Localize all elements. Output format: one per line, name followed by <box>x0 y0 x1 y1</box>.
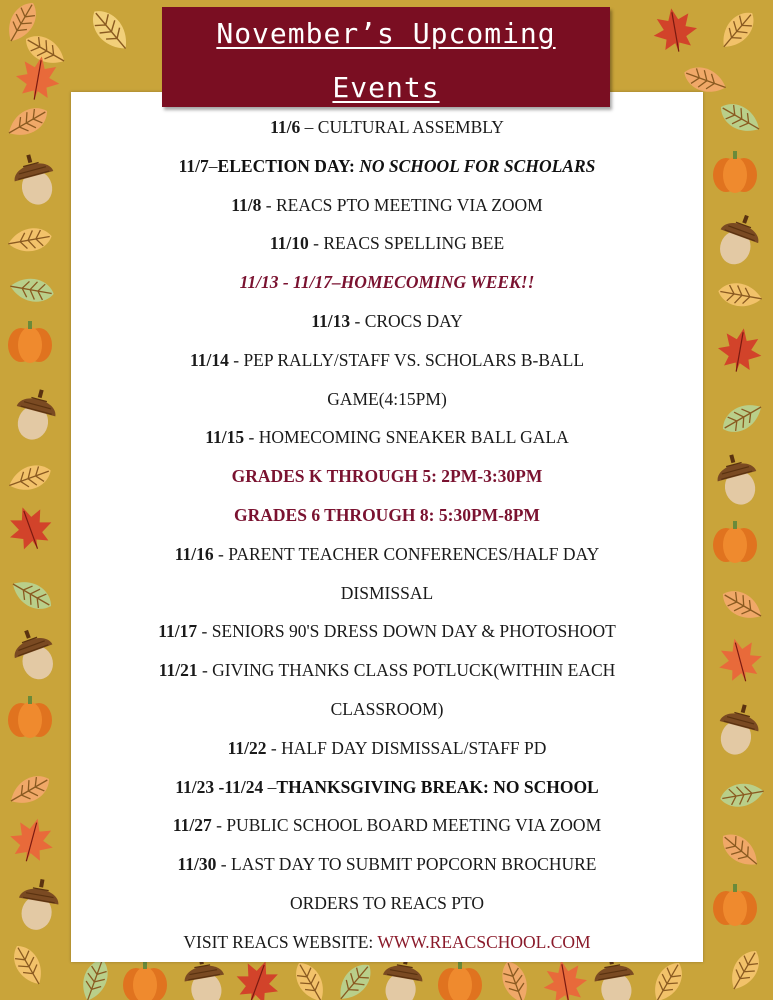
homecoming-week-heading: 11/13 - 11/17–HOMECOMING WEEK!! <box>239 272 535 293</box>
event-item: 11/10 - REACS SPELLING BEE <box>269 233 505 254</box>
event-list <box>71 108 703 962</box>
leaf-icon <box>77 955 113 1000</box>
event-text: CROCS DAY <box>364 310 463 331</box>
event-date: 11/30 <box>177 854 217 875</box>
acorn-icon <box>712 700 764 760</box>
event-date: 11/23 -11/24 <box>175 776 264 797</box>
event-date: 11/7 <box>178 155 209 176</box>
leaf-icon <box>3 101 52 143</box>
acorn-icon <box>7 624 62 686</box>
event-item: 11/30 - LAST DAY TO SUBMIT POPCORN BROCHURE <box>177 854 597 875</box>
event-text: REACS SPELLING BEE <box>323 233 505 254</box>
event-note: NO SCHOOL FOR SCHOLARS <box>359 155 596 176</box>
event-item: 11/17 - SENIORS 90'S DRESS DOWN DAY & PHOTOSHOOT <box>158 621 616 642</box>
grades-6-8-time: GRADES 6 THROUGH 8: 5:30PM-8PM <box>234 504 540 525</box>
event-text: THANKSGIVING BREAK: NO SCHOOL <box>276 776 599 797</box>
leaf-icon <box>715 6 761 54</box>
pumpkin-icon <box>438 961 482 1000</box>
acorn-icon <box>712 450 764 510</box>
pumpkin-icon <box>713 884 757 926</box>
event-text: PEP RALLY/STAFF VS. SCHOLARS B-BALL <box>243 349 585 370</box>
pumpkin-icon <box>123 961 167 1000</box>
leaf-icon <box>718 780 765 810</box>
event-item: 11/27 - PUBLIC SCHOOL BOARD MEETING VIA ZOOM <box>172 815 602 836</box>
leaf-icon <box>289 957 331 1000</box>
event-heading <box>71 263 703 302</box>
event-item: 11/21 - GIVING THANKS CLASS POTLUCK(WITHIN EACH <box>158 660 616 681</box>
event-text: HOMECOMING SNEAKER BALL GALA <box>258 427 569 448</box>
event-item: 11/8 - REACS PTO MEETING VIA ZOOM <box>231 194 543 215</box>
leaf-icon <box>647 957 689 1000</box>
event-item: 11/15 - HOMECOMING SNEAKER BALL GALA <box>205 427 569 448</box>
leaf-icon <box>8 275 55 305</box>
footer-label: VISIT REACS WEBSITE: <box>183 931 378 952</box>
leaf-icon <box>332 958 378 1000</box>
website-link[interactable]: WWW.REACSCHOOL.COM <box>377 931 591 952</box>
event-text: PARENT TEACHER CONFERENCES/HALF DAY <box>228 543 600 564</box>
event-text: CULTURAL ASSEMBLY <box>317 117 504 137</box>
event-date: 11/15 <box>205 427 245 448</box>
pumpkin-icon <box>8 696 52 738</box>
maple-leaf-icon <box>650 5 701 56</box>
leaf-icon <box>497 957 533 1000</box>
maple-leaf-icon <box>713 633 767 687</box>
event-subitem <box>71 457 703 496</box>
event-text: LAST DAY TO SUBMIT POPCORN BROCHURE <box>231 854 597 875</box>
event-text: SENIORS 90'S DRESS DOWN DAY & PHOTOSHOOT <box>211 621 616 642</box>
event-date: 11/17 <box>158 621 198 642</box>
pumpkin-icon <box>8 321 52 363</box>
leaf-icon <box>717 397 766 439</box>
leaf-icon <box>6 225 53 255</box>
acorn-icon <box>9 385 61 445</box>
leaf-icon <box>724 945 766 994</box>
event-date: 11/6 <box>270 117 301 137</box>
leaf-icon <box>85 3 135 56</box>
event-text: ORDERS TO REACS PTO <box>289 892 484 913</box>
grades-k-5-time: GRADES K THROUGH 5: 2PM-3:30PM <box>231 466 543 487</box>
event-item-continued <box>71 380 703 419</box>
event-item: 11/22 - HALF DAY DISMISSAL/STAFF PD <box>227 737 547 758</box>
maple-leaf-icon <box>715 325 766 376</box>
title-banner <box>162 7 610 107</box>
acorn-icon <box>711 209 766 271</box>
maple-leaf-icon <box>540 957 591 1000</box>
event-text: HALF DAY DISMISSAL/STAFF PD <box>281 737 547 758</box>
event-item: 11/7–ELECTION DAY: NO SCHOOL FOR SCHOLARS <box>178 155 596 176</box>
acorn-icon <box>9 150 61 210</box>
footer <box>71 923 703 962</box>
event-date: 11/8 <box>231 194 262 215</box>
event-date: 11/10 <box>269 233 309 254</box>
event-item: 11/16 - PARENT TEACHER CONFERENCES/HALF DAY <box>174 543 600 564</box>
event-date: 11/21 <box>158 660 198 681</box>
page-title-line2: Events <box>332 71 440 104</box>
event-date: 11/27 <box>172 815 212 836</box>
event-item: 11/14 - PEP RALLY/STAFF VS. SCHOLARS B-BALL <box>189 349 585 370</box>
leaf-icon <box>5 769 54 811</box>
page-title: November’s Upcoming <box>216 17 556 50</box>
leaf-icon <box>7 574 56 616</box>
leaf-icon <box>5 460 54 496</box>
event-text: REACS PTO MEETING VIA ZOOM <box>276 194 543 215</box>
event-item-continued <box>71 574 703 613</box>
leaf-icon <box>717 584 766 626</box>
event-text: GIVING THANKS CLASS POTLUCK(WITHIN EACH <box>212 660 616 681</box>
leaf-icon <box>7 940 49 989</box>
maple-leaf-icon <box>5 813 59 867</box>
event-text: CLASSROOM) <box>330 698 444 719</box>
leaf-icon <box>716 827 764 873</box>
event-text: GAME(4:15PM) <box>327 388 447 409</box>
event-date: 11/16 <box>174 543 214 564</box>
event-item-continued <box>71 690 703 729</box>
event-item-continued <box>71 884 703 923</box>
maple-leaf-icon <box>2 500 58 556</box>
pumpkin-icon <box>713 151 757 193</box>
event-item: 11/6 – CULTURAL ASSEMBLY <box>270 117 504 137</box>
event-date: 11/22 <box>227 737 267 758</box>
event-text: PUBLIC SCHOOL BOARD MEETING VIA ZOOM <box>226 815 602 836</box>
event-subitem <box>71 496 703 535</box>
event-date: 11/14 <box>189 349 229 370</box>
event-item: 11/13 - CROCS DAY <box>311 310 463 331</box>
pumpkin-icon <box>713 521 757 563</box>
event-item: 11/23 -11/24 –THANKSGIVING BREAK: NO SCHOOL <box>175 776 599 797</box>
leaf-icon <box>715 97 764 139</box>
event-text: ELECTION DAY: <box>217 155 360 176</box>
event-text: DISMISSAL <box>340 582 434 603</box>
event-date: 11/13 <box>311 310 351 331</box>
acorn-icon <box>14 876 62 933</box>
leaf-icon <box>716 280 763 310</box>
